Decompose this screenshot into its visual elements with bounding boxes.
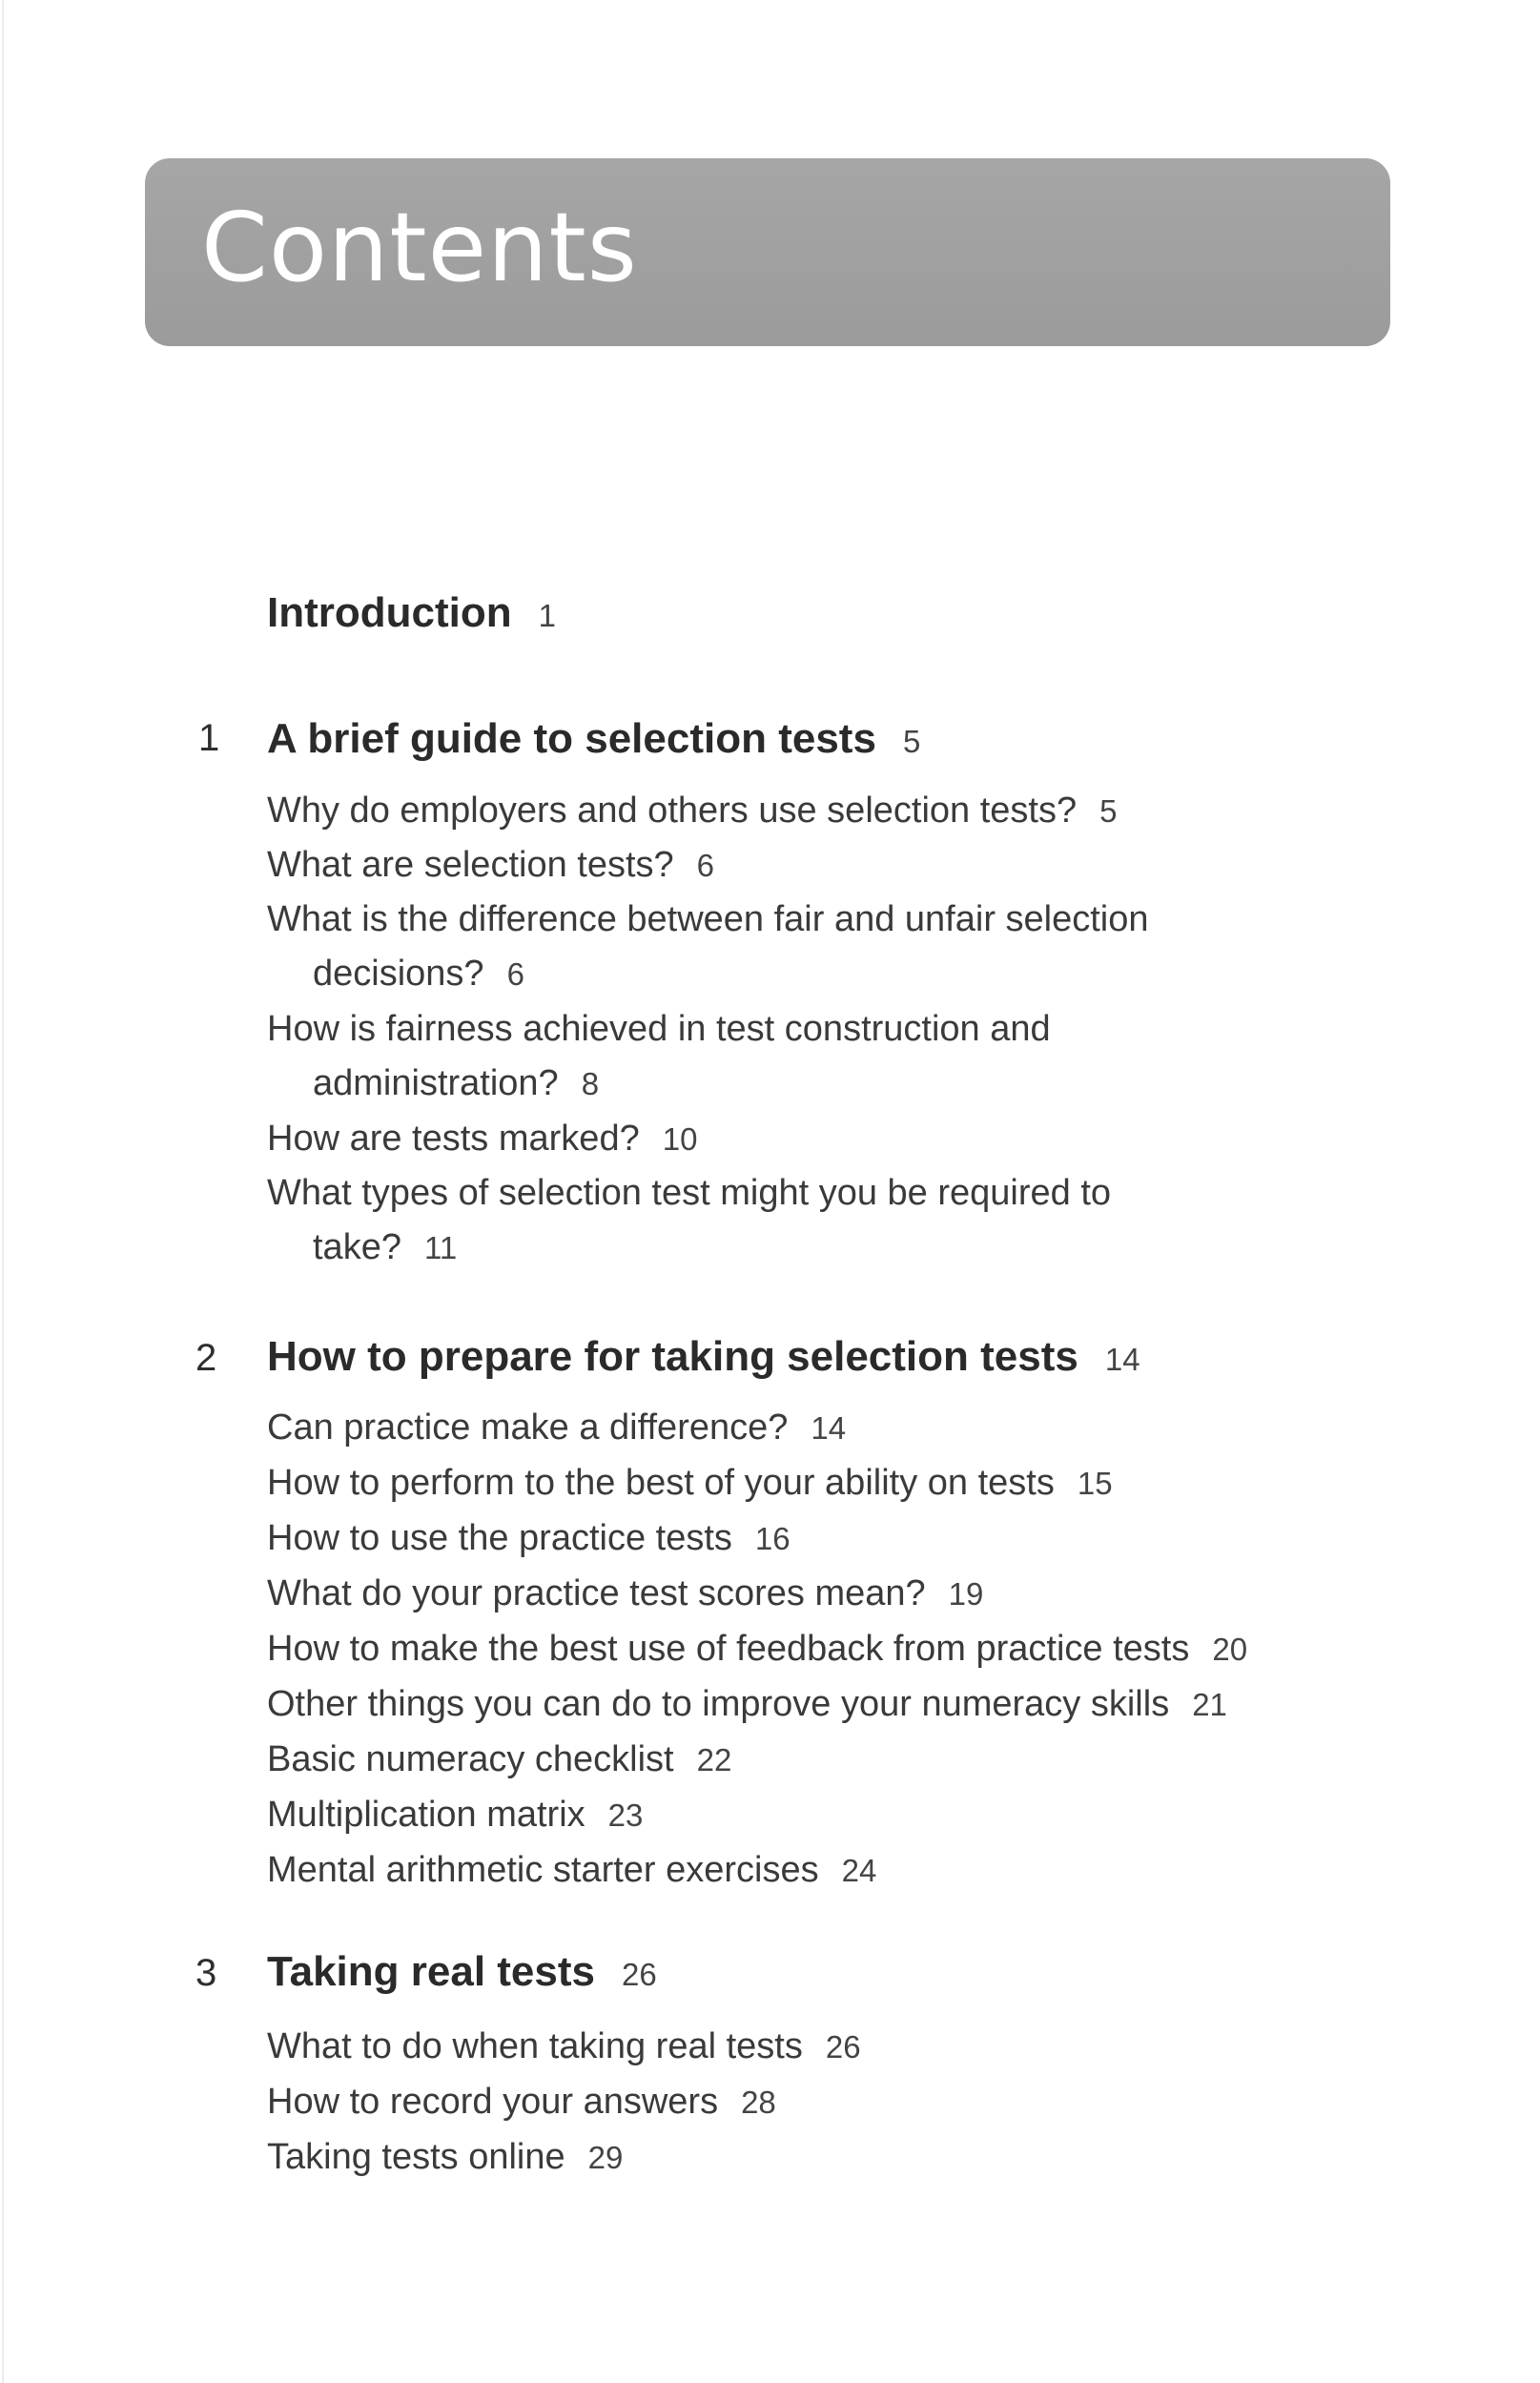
chapter-1-number: 1 (198, 717, 220, 759)
entry-page: 24 (841, 1853, 877, 1888)
chapter-2-page: 14 (1104, 1342, 1140, 1377)
introduction-page: 1 (538, 598, 556, 633)
entry-page: 6 (696, 848, 715, 883)
toc-entry[interactable] (267, 1511, 1411, 1566)
toc-entry[interactable] (267, 2020, 1411, 2074)
toc-entry[interactable] (267, 1002, 1411, 1111)
toc-entry[interactable] (267, 2130, 1411, 2185)
chapter-3-page: 26 (622, 1957, 657, 1992)
entry-page: 29 (587, 2140, 624, 2175)
introduction-label: Introduction (267, 589, 512, 636)
chapter-1-title-text: A brief guide to selection tests (267, 715, 876, 762)
toc-introduction[interactable] (267, 589, 556, 637)
entry-page: 10 (662, 1121, 698, 1157)
chapter-3-title-text: Taking real tests (267, 1948, 595, 1995)
entry-text: What to do when taking real tests (267, 2026, 803, 2066)
entry-page: 26 (825, 2029, 861, 2065)
entry-text: How to perform to the best of your ability on tests (267, 1463, 1055, 1503)
toc-entry[interactable] (267, 1622, 1411, 1676)
page-edge (2, 0, 4, 2383)
chapter-2-number: 2 (195, 1337, 217, 1379)
entry-text: How are tests marked? (267, 1119, 640, 1159)
entry-text: Taking tests online (267, 2137, 565, 2177)
toc-entry[interactable] (267, 1112, 1411, 1166)
entry-page: 28 (741, 2085, 776, 2120)
entry-text: Why do employers and others use selection tests? (267, 791, 1078, 831)
contents-header-bar (145, 158, 1390, 346)
chapter-1-page: 5 (902, 724, 921, 759)
entry-page: 21 (1192, 1687, 1227, 1722)
entry-page: 8 (581, 1066, 600, 1101)
toc-entry[interactable] (267, 838, 1411, 893)
entry-text-continued: decisions? (313, 954, 484, 994)
toc-entry[interactable] (267, 1677, 1411, 1732)
page-title: Contents (201, 192, 638, 303)
entry-text-continued: take? (313, 1227, 401, 1267)
toc-entry[interactable] (267, 1166, 1411, 1275)
entry-text: Multiplication matrix (267, 1795, 585, 1835)
chapter-2-title-text: How to prepare for taking selection tests (267, 1333, 1078, 1380)
entry-text: How to record your answers (267, 2082, 719, 2122)
toc-entry[interactable] (267, 893, 1411, 1001)
entry-text: How is fairness achieved in test construction and (267, 1009, 1051, 1049)
entry-text: What is the difference between fair and unfair selection (267, 899, 1149, 939)
entry-page: 16 (754, 1521, 791, 1556)
entry-text: Mental arithmetic starter exercises (267, 1850, 819, 1890)
chapter-3-number: 3 (195, 1952, 217, 1994)
entry-page: 22 (696, 1742, 732, 1777)
entry-page: 20 (1212, 1632, 1248, 1667)
entry-text: Other things you can do to improve your numeracy skills (267, 1684, 1170, 1724)
entry-page: 5 (1099, 793, 1118, 829)
entry-text: What types of selection test might you be required to (267, 1173, 1112, 1213)
entry-text: How to make the best use of feedback from practice tests (267, 1629, 1190, 1669)
entry-text: What do your practice test scores mean? (267, 1573, 926, 1613)
entry-text-continued: administration? (313, 1063, 559, 1103)
entry-page: 14 (811, 1410, 847, 1446)
entry-page: 6 (506, 956, 524, 992)
entry-text: Can practice make a difference? (267, 1407, 789, 1448)
toc-entry[interactable] (267, 1401, 1411, 1455)
toc-entry[interactable] (267, 784, 1411, 838)
chapter-1-title[interactable] (267, 715, 920, 763)
entry-text: How to use the practice tests (267, 1518, 732, 1558)
entry-text: Basic numeracy checklist (267, 1739, 674, 1779)
toc-entry[interactable] (267, 1843, 1411, 1898)
entry-text: What are selection tests? (267, 845, 674, 885)
toc-entry[interactable] (267, 1788, 1411, 1842)
toc-entry[interactable] (267, 1567, 1411, 1621)
toc-entry[interactable] (267, 2075, 1411, 2129)
entry-page: 19 (948, 1576, 984, 1612)
chapter-3-title[interactable] (267, 1948, 657, 1996)
toc-entry[interactable] (267, 1456, 1411, 1510)
entry-page: 15 (1077, 1466, 1113, 1501)
chapter-2-title[interactable] (267, 1333, 1140, 1381)
entry-page: 23 (607, 1798, 644, 1833)
entry-page: 11 (423, 1230, 458, 1265)
toc-entry[interactable] (267, 1733, 1411, 1787)
